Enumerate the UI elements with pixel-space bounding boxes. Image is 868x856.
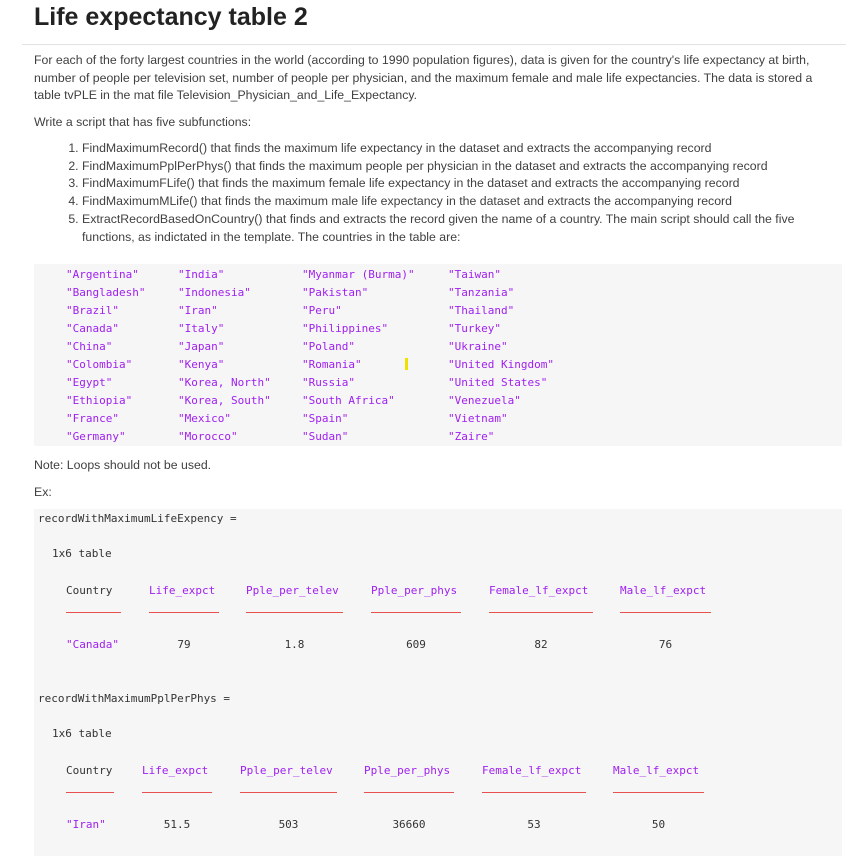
country-name: "Vietnam" (448, 412, 508, 425)
country-name: "South Africa" (302, 394, 395, 407)
country-name: "Myanmar (Burma)" (302, 268, 415, 281)
country-name: "Japan" (178, 340, 225, 353)
task-item: 4. FindMaximumMLife() that finds the maximum male life expectancy in the dataset and extracts the accompanying record (82, 193, 838, 211)
country-name: "Venezuela" (448, 394, 521, 407)
header-underline (142, 792, 212, 793)
note-text: Note: Loops should not be used. (34, 458, 212, 472)
country-name: "Sudan" (302, 430, 349, 443)
country-name: "Kenya" (178, 358, 225, 371)
title-divider (22, 44, 846, 45)
task-item: 5. ExtractRecordBasedOnCountry() that finds and extracts the record given the name of a country. The main script should call the five functions, as indictated in the template. The countries in the table are: (82, 211, 838, 246)
country-name: "Korea, South" (178, 394, 271, 407)
header-underline (364, 792, 454, 793)
column-header: Life_expct (149, 584, 216, 597)
country-name: "United Kingdom" (448, 358, 554, 371)
task-item: 2. FindMaximumPplPerPhys() that finds the maximum people per physician in the dataset and extracts the accompanying record (82, 158, 838, 176)
column-header: Country (66, 764, 113, 777)
country-name: "Brazil" (66, 304, 119, 317)
header-underline (613, 792, 704, 793)
table-cell: 503 (278, 818, 299, 831)
header-underline (246, 612, 343, 613)
instruction-text: Write a script that has five subfunctions: (34, 115, 252, 129)
example-label: Ex: (34, 485, 52, 499)
country-name: "France" (66, 412, 119, 425)
table-cell: 50 (651, 818, 666, 831)
country-name: "Ukraine" (448, 340, 508, 353)
country-name: "Zaire" (448, 430, 495, 443)
country-name: "Bangladesh" (66, 286, 146, 299)
table-cell: 36660 (392, 818, 426, 831)
intro-paragraph: For each of the forty largest countries in the world (according to 1990 population figures), data is given for the country's life expectancy at birth, number of people per television set, number of people per physician, and the maximum female and male life expectancies. The data is stored a table tvPLE in the mat file Television_Physician_and_Life_Expectancy. (34, 53, 813, 102)
column-header: Life_expct (142, 764, 209, 777)
column-header: Pple_per_phys (364, 764, 451, 777)
output-assign-2: recordWithMaximumPplPerPhys = (38, 692, 231, 705)
table-cell: 51.5 (163, 818, 191, 831)
country-code-block (34, 264, 842, 446)
table-cell: 79 (177, 638, 191, 651)
country-name: "Iran" (178, 304, 218, 317)
country-name: "Germany" (66, 430, 126, 443)
country-name: "Mexico" (178, 412, 231, 425)
column-header: Country (66, 584, 113, 597)
country-name: "China" (66, 340, 113, 353)
country-name: "Pakistan" (302, 286, 369, 299)
column-header: Female_lf_expct (489, 584, 589, 597)
column-header: Pple_per_telev (246, 584, 339, 597)
country-name: "Romania" (302, 358, 362, 371)
country-name: "Korea, North" (178, 376, 271, 389)
column-header: Female_lf_expct (482, 764, 582, 777)
table-cell: 82 (534, 638, 548, 651)
country-name: "Philippines" (302, 322, 389, 335)
country-name: "United States" (448, 376, 548, 389)
country-name: "Ethiopia" (66, 394, 133, 407)
column-header: Pple_per_phys (371, 584, 458, 597)
country-name: "Spain" (302, 412, 349, 425)
country-name: "Canada" (66, 322, 119, 335)
header-underline (620, 612, 711, 613)
table-cell: "Canada" (66, 638, 119, 651)
page-title: Life expectancy table 2 (34, 3, 308, 31)
country-name: "Argentina" (66, 268, 139, 281)
country-name: "Turkey" (448, 322, 501, 335)
country-name: "Russia" (302, 376, 355, 389)
country-name: "India" (178, 268, 225, 281)
header-underline (240, 792, 337, 793)
column-header: Male_lf_expct (613, 764, 700, 777)
country-name: "Taiwan" (448, 268, 501, 281)
country-name: "Colombia" (66, 358, 133, 371)
country-name: "Peru" (302, 304, 342, 317)
country-name: "Poland" (302, 340, 355, 353)
table-cell: "Iran" (66, 818, 106, 831)
country-name: "Indonesia" (178, 286, 251, 299)
table-size-1: 1x6 table (52, 547, 112, 560)
header-underline (66, 792, 114, 793)
header-underline (482, 792, 586, 793)
header-underline (371, 612, 461, 613)
task-list (62, 140, 838, 246)
table-cell: 76 (658, 638, 673, 651)
column-header: Male_lf_expct (620, 584, 707, 597)
text-cursor (405, 358, 408, 370)
column-header: Pple_per_telev (240, 764, 333, 777)
table-size-2: 1x6 table (52, 727, 112, 740)
table-cell: 1.8 (284, 638, 305, 651)
task-item: 3. FindMaximumFLife() that finds the maximum female life expectancy in the dataset and extracts the accompanying record (82, 175, 838, 193)
country-name: "Thailand" (448, 304, 515, 317)
country-name: "Egypt" (66, 376, 113, 389)
table-cell: 609 (406, 638, 426, 651)
header-underline (489, 612, 593, 613)
header-underline (149, 612, 219, 613)
country-name: "Tanzania" (448, 286, 515, 299)
output-assign-1: recordWithMaximumLifeExpency = (38, 512, 237, 525)
country-name: "Italy" (178, 322, 225, 335)
country-name: "Morocco" (178, 430, 238, 443)
header-underline (66, 612, 121, 613)
table-cell: 53 (527, 818, 541, 831)
task-item: 1. FindMaximumRecord() that finds the maximum life expectancy in the dataset and extracts the accompanying record (82, 140, 838, 158)
